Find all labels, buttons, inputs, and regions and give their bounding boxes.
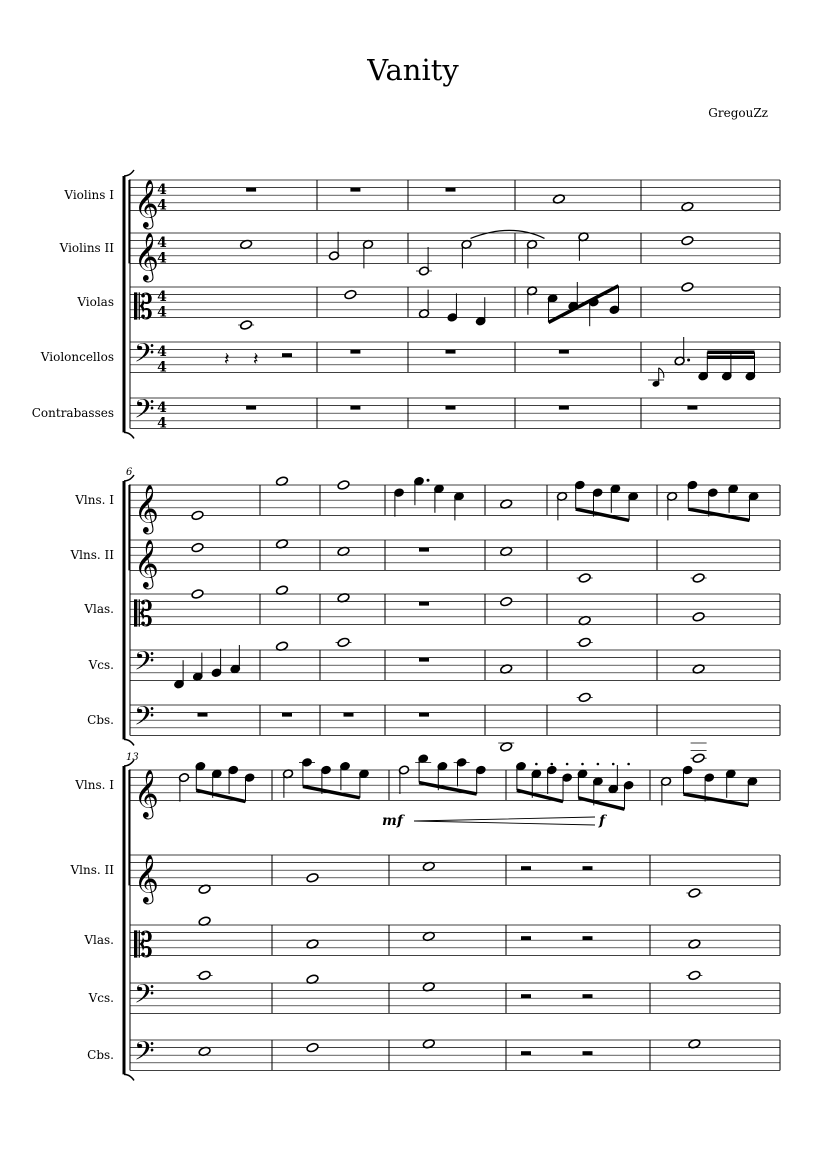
whole-rest (350, 188, 360, 192)
note-head (681, 235, 694, 246)
staff-bass (88, 637, 780, 689)
instrument-label: Contrabasses (31, 406, 114, 421)
instrument-label: Violins II (59, 241, 114, 256)
staccato-dot (550, 763, 553, 766)
beam (419, 783, 477, 794)
note-head (692, 612, 705, 623)
composer: GregouZz (708, 106, 768, 120)
note-head (500, 596, 513, 607)
staff-alto (83, 585, 780, 634)
note-head (198, 970, 211, 981)
time-sig-numerator: 4 (157, 400, 167, 417)
instrument-label: Vlas. (84, 933, 114, 948)
whole-rest (419, 713, 429, 717)
half-rest (583, 936, 593, 940)
staff-treble (59, 230, 780, 282)
whole-rest (282, 713, 292, 717)
note-head (692, 573, 705, 584)
staff-bass (40, 337, 780, 387)
whole-rest (419, 548, 429, 552)
staff-bass (87, 692, 780, 763)
quarter-rest: 𝄽 (224, 348, 230, 370)
treble-clef: 𝄞 (134, 538, 159, 588)
staff-bass (32, 393, 780, 432)
whole-rest (350, 350, 360, 354)
dot (427, 479, 430, 482)
measure-number: 6 (126, 467, 133, 478)
instrument-label: Vcs. (88, 991, 114, 1006)
quarter-rest: 𝄽 (253, 348, 259, 370)
half-rest (282, 353, 292, 357)
treble-clef: 𝄞 (134, 178, 159, 228)
time-sig-denominator: 4 (157, 304, 167, 321)
note-head (681, 282, 694, 293)
system-2 (70, 467, 781, 763)
staccato-dot (581, 763, 584, 766)
staff-treble (70, 853, 781, 904)
alto-clef: 𝄡 (134, 925, 153, 966)
alto-clef: 𝄡 (134, 594, 153, 635)
staccato-dot (535, 763, 538, 766)
note-head (337, 480, 350, 491)
note-head (191, 542, 204, 553)
treble-clef: 𝄞 (134, 853, 159, 903)
instrument-label: Violins I (64, 188, 114, 203)
time-sig-numerator: 4 (157, 289, 167, 306)
note-head (306, 873, 319, 884)
beam (576, 509, 629, 520)
note-head (578, 692, 591, 703)
beam (578, 798, 624, 809)
note-head (692, 753, 705, 764)
bass-clef: 𝄢 (134, 699, 155, 738)
time-sig-denominator: 4 (157, 197, 167, 214)
whole-rest (419, 658, 429, 662)
dot (687, 359, 690, 362)
half-rest (521, 866, 531, 870)
note-head (306, 1042, 319, 1053)
staff-alto (76, 282, 780, 331)
note-head (688, 970, 701, 981)
staff-bass (87, 1035, 780, 1073)
time-sig-denominator: 4 (157, 359, 167, 376)
bracket-bottom-hook (124, 1074, 134, 1080)
bracket-bottom-hook (124, 432, 134, 438)
whole-rest (419, 602, 429, 606)
beam (549, 286, 619, 323)
note-head (240, 320, 253, 331)
alto-clef: 𝄡 (134, 287, 153, 328)
system-1 (32, 170, 780, 438)
beam (517, 790, 563, 801)
bass-clef: 𝄢 (134, 1034, 155, 1073)
note-head (191, 510, 204, 521)
instrument-label: Violoncellos (40, 350, 114, 365)
instrument-label: Cbs. (87, 1048, 114, 1063)
staccato-dot (566, 763, 569, 766)
half-rest (583, 994, 593, 998)
tie (471, 230, 545, 238)
staccato-dot (627, 763, 630, 766)
bass-clef: 𝄢 (134, 644, 155, 683)
whole-rest (559, 350, 569, 354)
bracket-bottom-hook (124, 739, 134, 745)
bass-clef: 𝄢 (134, 977, 155, 1016)
instrument-label: Violas (77, 295, 114, 310)
time-sig-numerator: 4 (157, 235, 167, 252)
staff-treble (74, 754, 780, 820)
whole-rest (246, 188, 256, 192)
staff-treble (63, 178, 780, 229)
instrument-label: Vlns. I (75, 778, 114, 793)
dynamic-f: f (599, 813, 606, 829)
time-sig-denominator: 4 (157, 415, 167, 432)
half-rest (521, 936, 531, 940)
staccato-dot (597, 763, 600, 766)
note-head (337, 637, 350, 648)
score-title: Vanity (367, 53, 459, 87)
dynamic-mf: mf (382, 813, 403, 829)
note-head (578, 637, 591, 648)
half-rest (583, 866, 593, 870)
systems (32, 170, 780, 1080)
treble-clef: 𝄞 (134, 768, 159, 818)
time-sig-numerator: 4 (157, 344, 167, 361)
time-sig-numerator: 4 (157, 182, 167, 199)
staff-treble (74, 476, 780, 534)
whole-rest (446, 350, 456, 354)
treble-clef: 𝄞 (134, 483, 159, 533)
instrument-label: Cbs. (87, 713, 114, 728)
staff-alto (83, 916, 780, 965)
grace-flag (659, 368, 664, 378)
whole-rest (344, 713, 354, 717)
instrument-label: Vlns. I (75, 493, 114, 508)
staccato-dot (520, 763, 523, 766)
bass-clef: 𝄢 (134, 392, 155, 431)
instrument-label: Vcs. (88, 658, 114, 673)
beam (684, 794, 749, 805)
bracket-top-hook (124, 170, 134, 176)
whole-rest (687, 406, 697, 410)
whole-rest (246, 406, 256, 410)
staff-bass (88, 970, 780, 1016)
beam (303, 786, 360, 797)
system-3 (70, 752, 781, 1080)
note-head (578, 573, 591, 584)
half-rest (583, 1051, 593, 1055)
beam (196, 790, 245, 801)
note-head (191, 589, 204, 600)
beam (688, 509, 749, 520)
instrument-label: Vlns. II (70, 863, 114, 878)
whole-rest (350, 406, 360, 410)
note-head (344, 289, 357, 300)
measure-number: 13 (126, 752, 139, 763)
whole-rest (446, 188, 456, 192)
whole-rest (559, 406, 569, 410)
staccato-dot (612, 763, 615, 766)
treble-clef: 𝄞 (134, 231, 159, 281)
instrument-label: Vlns. II (70, 548, 114, 563)
staff-treble (70, 538, 781, 589)
whole-rest (198, 713, 208, 717)
instrument-label: Vlas. (84, 602, 114, 617)
bass-clef: 𝄢 (134, 336, 155, 375)
note-head (688, 888, 701, 899)
half-rest (521, 994, 531, 998)
time-sig-denominator: 4 (157, 250, 167, 267)
whole-rest (446, 406, 456, 410)
crescendo-hairpin (414, 817, 595, 825)
half-rest (521, 1051, 531, 1055)
